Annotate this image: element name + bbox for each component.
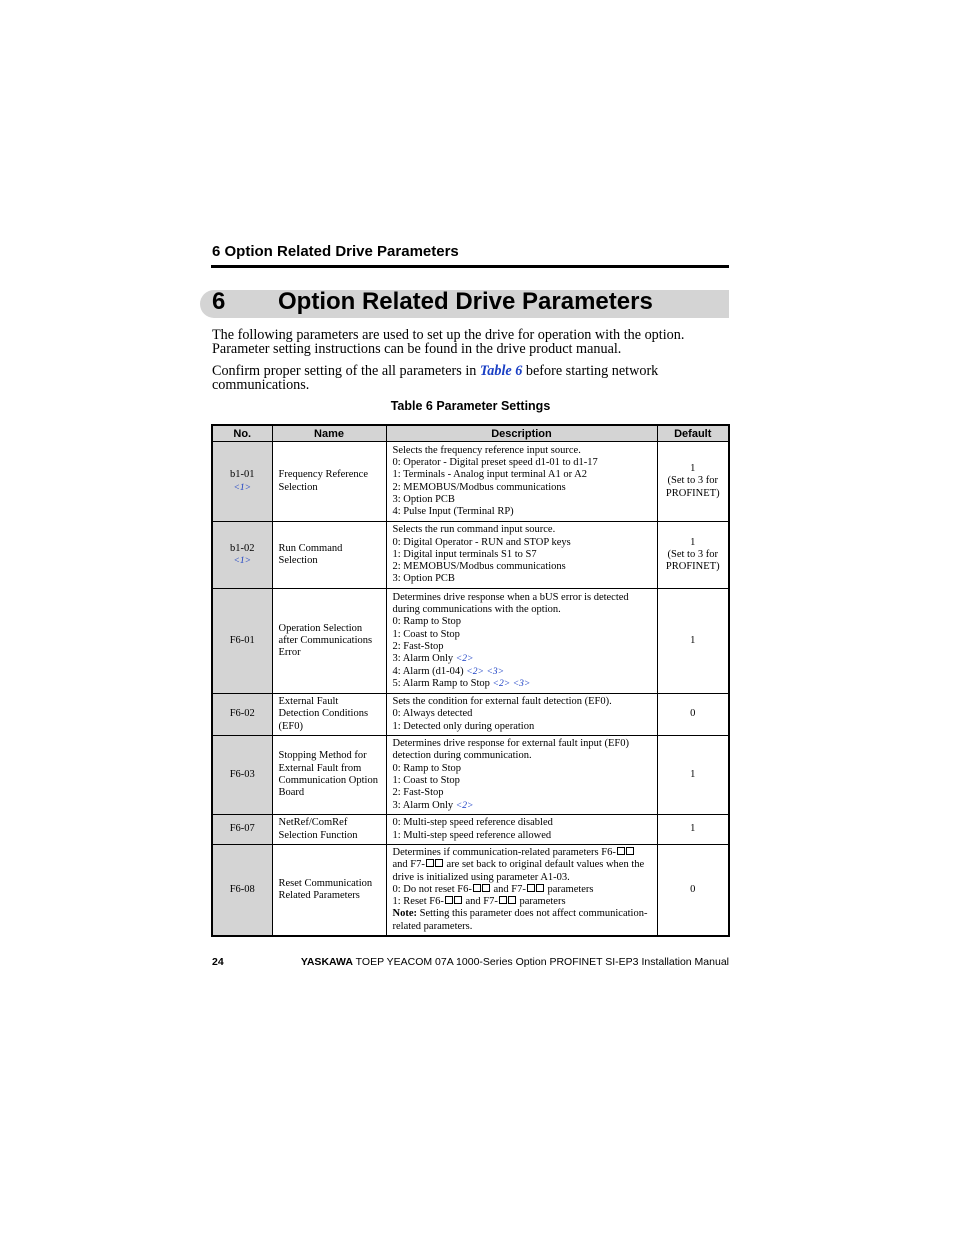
description-line: 1: Coast to Stop (392, 628, 460, 640)
header-rule (211, 265, 729, 268)
param-number: F6-03 (212, 736, 272, 815)
table-row (212, 736, 729, 815)
param-number-cell (212, 522, 272, 589)
table-row (212, 589, 729, 694)
description-text: 1: Reset F6- (392, 896, 444, 908)
description-line (393, 666, 653, 678)
footnote-ref[interactable]: <2> (466, 666, 484, 677)
description-line (393, 653, 653, 665)
param-default: 0 (657, 694, 729, 736)
description-line: 1: Digital input terminals S1 to S7 (392, 548, 537, 560)
description-line: 2: Fast-Stop (392, 787, 444, 799)
default-value: 1 (690, 536, 696, 548)
param-default (657, 442, 729, 522)
description-text: Determines if communication-related parameters F6- (392, 847, 616, 858)
table-header-row (212, 425, 729, 442)
param-number: F6-08 (212, 845, 272, 937)
param-description (386, 522, 657, 589)
description-line: Determines drive response when a bUS error is detected during communications with the option. (392, 591, 629, 616)
description-line: 0: Digital Operator - RUN and STOP keys (392, 536, 571, 548)
param-name: Frequency Reference Selection (272, 442, 386, 522)
description-line (393, 847, 653, 859)
param-default: 1 (657, 736, 729, 815)
description-line: 2: Fast-Stop (392, 641, 444, 652)
description-line: 1: Multi-step speed reference allowed (392, 829, 552, 841)
description-text: 0: Do not reset F6- (392, 883, 472, 895)
footer-manual-title (301, 956, 729, 968)
param-description (386, 736, 657, 815)
confirm-text-start: Confirm proper setting of the all parameters in (212, 363, 480, 379)
note-label: Note: (392, 908, 417, 920)
description-line: 2: MEMOBUS/Modbus communications (392, 561, 566, 573)
param-description (386, 845, 657, 937)
description-line (393, 678, 653, 690)
param-default (657, 522, 729, 589)
description-line: Selects the frequency reference input source. (392, 444, 581, 456)
placeholder-boxes-icon (526, 884, 545, 895)
description-line: 2: MEMOBUS/Modbus communications (392, 481, 566, 493)
param-number: F6-01 (212, 589, 272, 694)
column-header-no: No. (212, 425, 272, 442)
intro-paragraph: The following parameters are used to set up the drive for operation with the option. Parameter setting instructions can be found in the drive product manual. (212, 327, 685, 357)
param-name: Reset Communication Related Parameters (272, 845, 386, 937)
footnote-ref[interactable]: <2> (455, 800, 474, 811)
option-text: 3: Alarm Only (392, 653, 456, 665)
description-text: are set back to original default values when the drive is initialized using parameter A1-03. (392, 859, 645, 883)
param-name: Stopping Method for External Fault from Communication Option Board (272, 736, 386, 815)
description-line: Sets the condition for external fault detection (EF0). (392, 696, 612, 708)
param-number: b1-02 (230, 542, 255, 554)
description-text: and F7- (490, 883, 526, 895)
option-text: 4: Alarm (d1-04) (392, 665, 467, 677)
param-description (386, 442, 657, 522)
default-note: (Set to 3 for PROFINET) (665, 475, 720, 499)
description-line: 3: Option PCB (392, 573, 455, 585)
footer-brand: YASKAWA (300, 956, 353, 968)
description-line: 0: Ramp to Stop (392, 762, 462, 774)
param-name: External Fault Detection Conditions (EF0) (272, 694, 386, 736)
description-line: 1: Coast to Stop (392, 775, 460, 786)
section-number: 6 (212, 288, 226, 315)
param-default: 1 (657, 815, 729, 845)
table-row (212, 522, 729, 589)
confirm-paragraph (212, 364, 732, 392)
param-description (386, 815, 657, 845)
description-text: and F7- (462, 896, 498, 908)
table-row (212, 694, 729, 736)
description-line: 0: Always detected (392, 708, 473, 720)
param-default: 1 (657, 589, 729, 694)
param-default: 0 (657, 845, 729, 937)
footnote-ref[interactable]: <3> (486, 666, 505, 677)
description-line: 0: Multi-step speed reference disabled (392, 817, 553, 829)
param-number: F6-02 (212, 694, 272, 736)
section-title: Option Related Drive Parameters (278, 288, 653, 315)
param-number: F6-07 (212, 815, 272, 845)
param-name: NetRef/ComRef Selection Function (272, 815, 386, 845)
description-line (393, 896, 653, 908)
placeholder-boxes-icon (472, 884, 491, 895)
running-header: 6 Option Related Drive Parameters (212, 243, 459, 260)
description-line (393, 859, 653, 884)
placeholder-boxes-icon (425, 859, 444, 870)
description-text: parameters (544, 883, 594, 895)
footnote-ref[interactable]: <2> (492, 678, 511, 689)
description-line: Selects the run command input source. (392, 524, 556, 536)
column-header-default: Default (657, 425, 729, 442)
footnote-ref[interactable]: <1> (233, 556, 252, 566)
param-number: b1-01 (230, 469, 255, 481)
table-row (212, 845, 729, 937)
footnote-ref[interactable]: <2> (455, 654, 474, 665)
default-value: 1 (690, 463, 696, 475)
placeholder-boxes-icon (498, 896, 517, 907)
column-header-name: Name (272, 425, 386, 442)
param-number-cell (212, 442, 272, 522)
description-text: parameters (516, 896, 566, 908)
placeholder-boxes-icon (444, 896, 463, 907)
parameter-table (211, 424, 730, 937)
page-number: 24 (212, 956, 224, 968)
note-text: Setting this parameter does not affect communication-related parameters. (392, 908, 648, 932)
description-line: 4: Pulse Input (Terminal RP) (392, 506, 514, 518)
option-text: 5: Alarm Ramp to Stop (392, 677, 493, 689)
description-line (393, 884, 653, 896)
description-line: 1: Detected only during operation (392, 720, 535, 732)
description-line (393, 800, 653, 812)
option-text: 3: Alarm Only (392, 799, 456, 811)
param-name: Run Command Selection (272, 522, 386, 589)
default-note: (Set to 3 for PROFINET) (665, 548, 720, 573)
table-6-link[interactable]: Table 6 (479, 363, 523, 379)
description-note (393, 908, 653, 933)
description-line: Determines drive response for external fault input (EF0) detection during communication. (392, 738, 629, 762)
footer-title-text: TOEP YEACOM 07A 1000-Series Option PROFINET SI-EP3 Installation Manual (352, 956, 729, 968)
description-line: 0: Ramp to Stop (392, 616, 462, 628)
column-header-description: Description (386, 425, 657, 442)
footnote-ref[interactable]: <3> (512, 678, 531, 689)
table-row (212, 442, 729, 522)
description-line: 3: Option PCB (392, 493, 455, 505)
placeholder-boxes-icon (616, 847, 635, 858)
description-line: 1: Terminals - Analog input terminal A1 or A2 (392, 469, 587, 481)
table-row (212, 815, 729, 845)
param-description (386, 589, 657, 694)
param-description (386, 694, 657, 736)
footnote-ref[interactable]: <1> (233, 482, 252, 493)
param-name: Operation Selection after Communications Error (272, 589, 386, 694)
confirm-text-end: before starting network communications. (212, 363, 659, 393)
table-caption: Table 6 Parameter Settings (390, 399, 551, 413)
description-line: 0: Operator - Digital preset speed d1-01 to d1-17 (392, 456, 598, 468)
description-text: and F7- (392, 859, 425, 871)
